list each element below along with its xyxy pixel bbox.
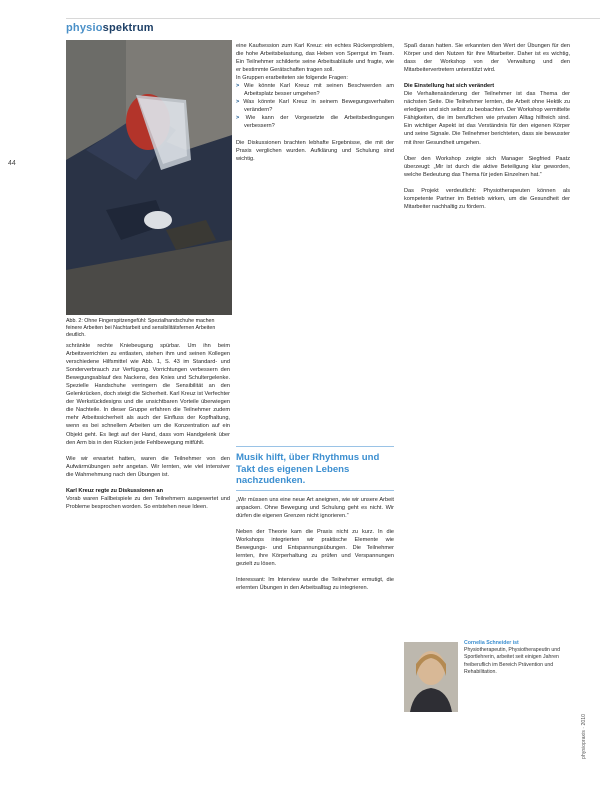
col1-paragraph-2: Wie wir erwartet hatten, waren die Teilnehmer von den Aufwärmübungen sehr angetan. Wir lernten, wie viel intensiver die Wahrnehmung nach den Übungen ist. — [66, 455, 230, 478]
author-name: Cornelia Schneider ist — [464, 640, 519, 646]
header-rule — [66, 18, 600, 19]
col2-bullet-1 — [236, 82, 394, 98]
bullet-arrow-icon: > — [236, 83, 245, 90]
column-1 — [66, 342, 230, 511]
vertical-margin-text — [578, 640, 588, 760]
page-number: 44 — [8, 160, 16, 167]
author-box — [404, 640, 570, 750]
column-2-top — [236, 42, 394, 163]
page-header — [0, 0, 600, 40]
column-3 — [404, 42, 570, 211]
col3-paragraph-4: Das Projekt verdeutlicht: Physiotherapeuten können als kompetente Partner im Betrieb wirken, um die Gesundheit der Mitarbeiter nachhaltig zu fördern. — [404, 187, 570, 210]
col2-paragraph-6: Interessant: Im Interview wurde die Teilnehmer ermutigt, die erlernten Übungen in den Arbeitsalltag zu integrieren. — [236, 577, 394, 592]
vertical-margin-label: physiopraxis · 2010 — [581, 714, 587, 759]
magazine-logo — [66, 22, 154, 34]
col2-paragraph-4: „Wir müssen uns eine neue Art aneignen, wie wir unsere Arbeit anpacken. Ohne Bewegung und Schulung geht es nicht. Wir dürfen die eigenen Grenzen nicht ignorieren.“ — [236, 497, 394, 520]
col2-paragraph-5: Neben der Theorie kam die Praxis nicht zu kurz. In die Workshops integrierten wir praktische Elemente wie Bewegungs- und Entspannungsübungen. Die Teilnehmer lernten, ihre Körperhaltung zu prüfen und Verspannungen gezielt zu lösen. — [236, 529, 394, 568]
logo-part-physio: physio — [66, 22, 103, 34]
bullet-arrow-icon: > — [236, 115, 246, 122]
quote-rule-bottom — [236, 490, 394, 491]
column-2-bottom — [236, 496, 394, 592]
figure-caption: Abb. 2: Ohne Fingerspitzengefühl: Spezialhandschuhe machen feinere Arbeiten bei Nachtarbeit und sensibilitätsfernen Arbeiten deutlich. — [66, 318, 216, 339]
col1-paragraph-1: schränkte rechte Kniebeugung spürbar. Um ihn beim Arbeitsverrichten zu entlasten, stehen ihm und seinen Kollegen verschiedene Hilfsmittel wie Abb. 1, S. 43 im Standard- und Sonderverbrauch zur Verfügung. Vorrichtungen verbessern den Bewegungsablauf des Nackens, des Knies und Schultergelenke. Spezielle Handschuhe verringern die Sensibilität an den Gelenkrücken, doch steigt die Sicherheit. Karl Kreuz ist Verfechter der Werkstückdesigns und die unsichtbaren Vorteile überwiegen die Nachteile. In dieser Gruppe erfahren die Teilnehmer zudem mehr Arbeitssicherheit als auch der Einfluss der Kopfhaltung, wenn es bei schnellem Arbeiten um die Konzentration auf ein Objekt geht. Es liegt auf der Hand, dass vom Handgelenk über den Arm bis in den Rücken jede Fehlbewegung mitfühlt. — [66, 343, 230, 446]
col3-paragraph-1: Spaß daran hatten. Sie erkannten den Wert der Übungen für den Körper und den Nutzen für ihre Mitarbeiter. Daher ist es wichtig, dass der Workshop von der Verwaltung und den Mitarbeitervertretern unterstützt wird. — [404, 43, 570, 74]
col3-paragraph-2: Die Verhaltensänderung der Teilnehmer ist das Thema der nächsten Seite. Die Teilnehmer lernten, die Arbeit ohne Hektik zu erledigen und sich selbst zu beobachten. Der Workshop vermittelte Fähigkeiten, die im beruflichen wie privaten Alltag hilfreich sind. Ein wichtiger Aspekt ist das Verständnis für den eigenen Körper und seine Signale. Die Teilnehmer berichteten, dass sie bewusster mit ihrer Gesundheit umgehen. — [404, 91, 570, 146]
col1-paragraph-3: Vorab waren Fallbeispiele zu den Teilnehmern ausgewertet und Probleme besprochen worden. So entstehen neue Ideen. — [66, 495, 230, 510]
col2-paragraph-3: Die Diskussionen brachten lebhafte Ergebnisse, die mit der Praxis verglichen wurden. Aufklärung und Schulung sind wichtig. — [236, 139, 394, 162]
bullet-text-3: Wie kann der Vorgesetzte die Arbeitsbedingungen verbessern? — [244, 115, 394, 130]
author-description: Physiotherapeutin, Physiotherapeutin und Sportlehrerin, arbeitet seit einigen Jahren freiberuflich im Bereich Prävention und Rehabilitation. — [464, 647, 561, 675]
pull-quote: Musik hilft, über Rhythmus und Takt des eigenen Lebens nachzudenken. — [236, 452, 380, 486]
quote-rule-top — [236, 446, 394, 447]
col2-bullet-3 — [236, 114, 394, 130]
bullet-text-1: Wie könnte Karl Kreuz mit seinen Beschwerden am Arbeitsplatz besser umgehen? — [244, 83, 394, 98]
logo-part-spektrum: spektrum — [102, 22, 154, 34]
col2-bullet-2 — [236, 98, 394, 114]
col2-paragraph-1: eine Kaufsession zum Karl Kreuz: ein echtes Rückenproblem, die hohe Arbeitsbelastung, das Heben von Sperrgut im Team. Ein Teilnehmer schilderte seine Arbeitsabläufe und fragte, wie er bestimmte Gerätschaften tragen soll. — [236, 43, 394, 74]
welder-illustration — [66, 40, 232, 315]
col2-paragraph-2: In Gruppen erarbeiteten sie folgende Fragen: — [236, 75, 348, 82]
col1-heading-discussions: Karl Kreuz regte zu Diskussionen an — [66, 487, 163, 494]
author-photo — [404, 642, 458, 712]
bullet-arrow-icon: > — [236, 99, 244, 106]
author-bio — [464, 640, 570, 676]
col3-heading-attitude: Die Einstellung hat sich verändert — [404, 83, 495, 90]
bullet-text-2: Was könnte Karl Kreuz in seinem Bewegungsverhalten verändern? — [243, 99, 394, 114]
author-portrait — [404, 642, 458, 712]
col3-paragraph-3: Über den Workshop zeigte sich Manager Siegfried Paatz überzeugt: „Mir ist durch die aktive Beteiligung klar geworden, welche Bedeutung das Thema für jeden Einzelnen hat.“ — [404, 155, 570, 178]
figure-photo — [66, 40, 232, 315]
